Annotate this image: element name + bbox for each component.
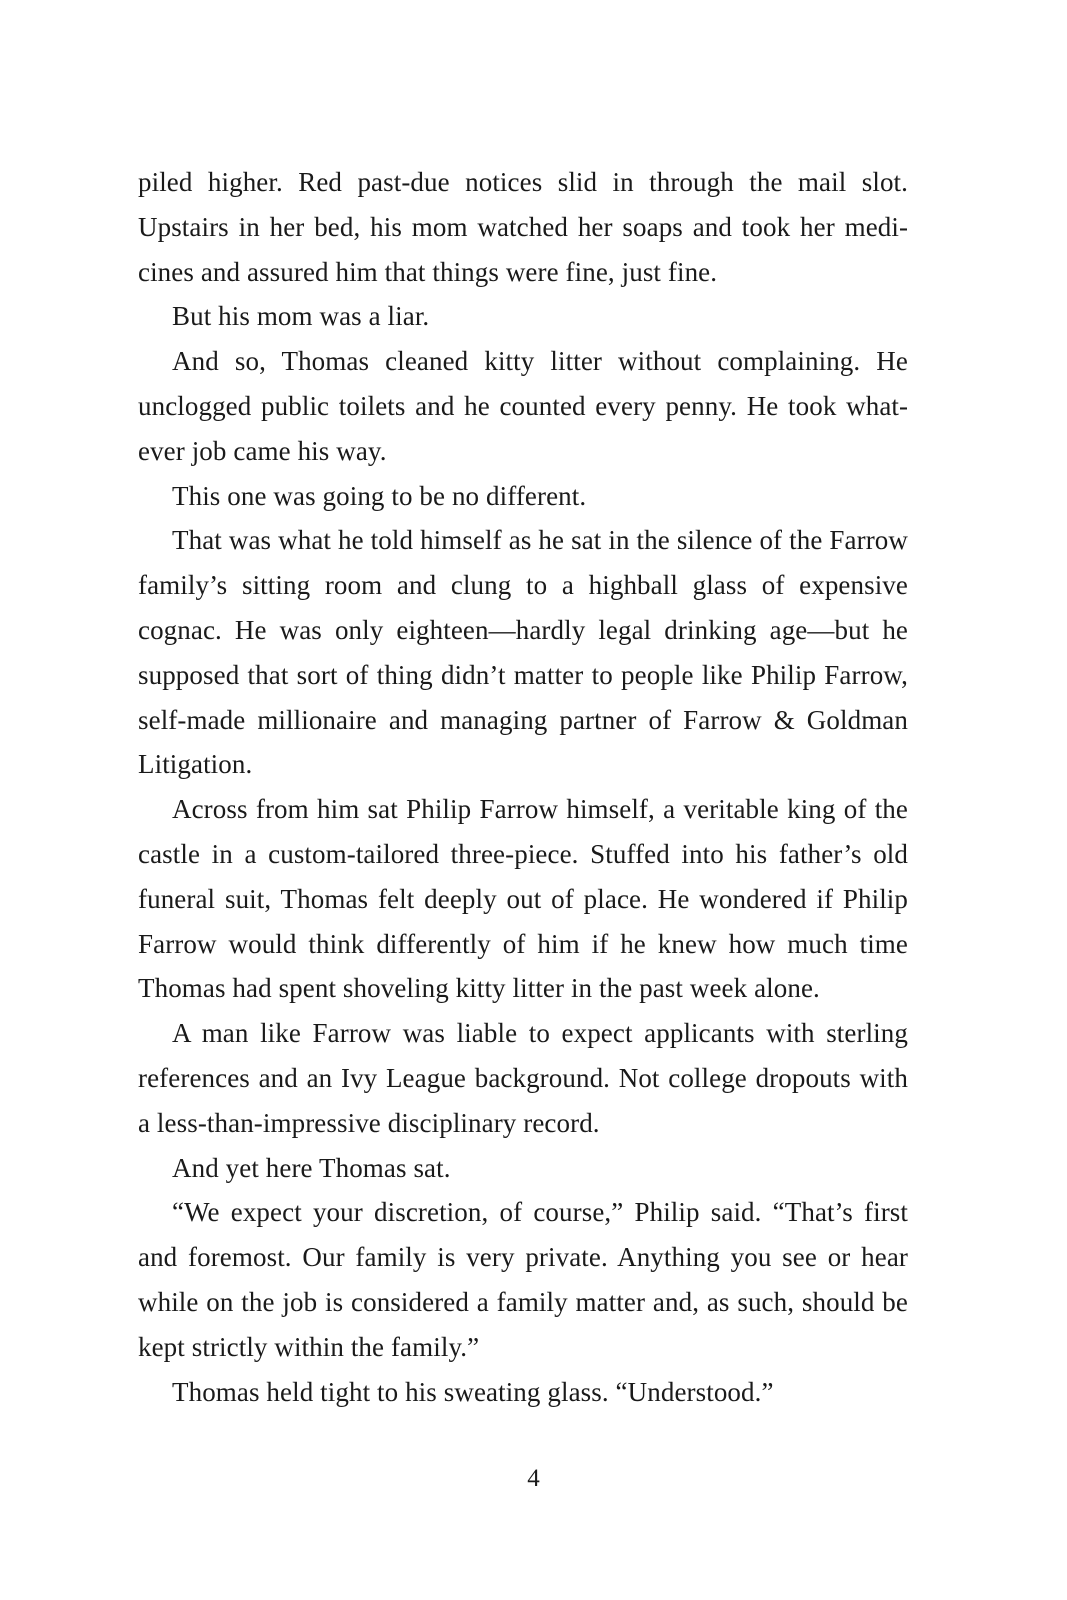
paragraph: And yet here Thomas sat. xyxy=(172,1152,451,1183)
paragraph: This one was going to be no different. xyxy=(172,480,587,511)
paragraph: piled higher. Red past-due notices slid in through the mail slot. Upstairs in her bed, his mom watched her soaps and took her medicines and assured him that things were fine, just fine. xyxy=(138,167,908,287)
paragraph: “We expect your discretion, of course,” Philip said. “That’s first and foremost. Our family is very private. Anything you see or hear while on the job is considered a family matter and, as such, should be kept strictly within the family.” xyxy=(138,1197,908,1362)
body-text xyxy=(138,160,908,1414)
paragraph: Thomas held tight to his sweating glass. “Understood.” xyxy=(172,1376,774,1407)
paragraph: Across from him sat Philip Farrow himself, a veritable king of the castle in a custom-tailored three-piece. Stuffed into his father’s old funeral suit, Thomas felt deeply out of place. He wondered if Philip Farrow would think differently of him if he knew how much time Thomas had spent shoveling kitty litter in the past week alone. xyxy=(138,794,908,1004)
page-number: 4 xyxy=(527,1465,540,1492)
paragraph: And so, Thomas cleaned kitty litter without complaining. He unclogged public toilets and he counted every penny. He took whatever job came his way. xyxy=(138,346,908,466)
paragraph: That was what he told himself as he sat in the silence of the Farrow family’s sitting room and clung to a highball glass of expensive cognac. He was only eighteen—hardly legal drinking age—but he supposed that sort of thing didn’t matter to people like Philip Farrow, self-made millionaire and managing partner of Farrow & Goldman Litigation. xyxy=(138,525,908,780)
paragraph: But his mom was a liar. xyxy=(172,301,430,332)
paragraph: A man like Farrow was liable to expect applicants with sterling references and an Ivy League background. Not college dropouts with a less-than-impressive disciplinary record. xyxy=(138,1018,908,1138)
